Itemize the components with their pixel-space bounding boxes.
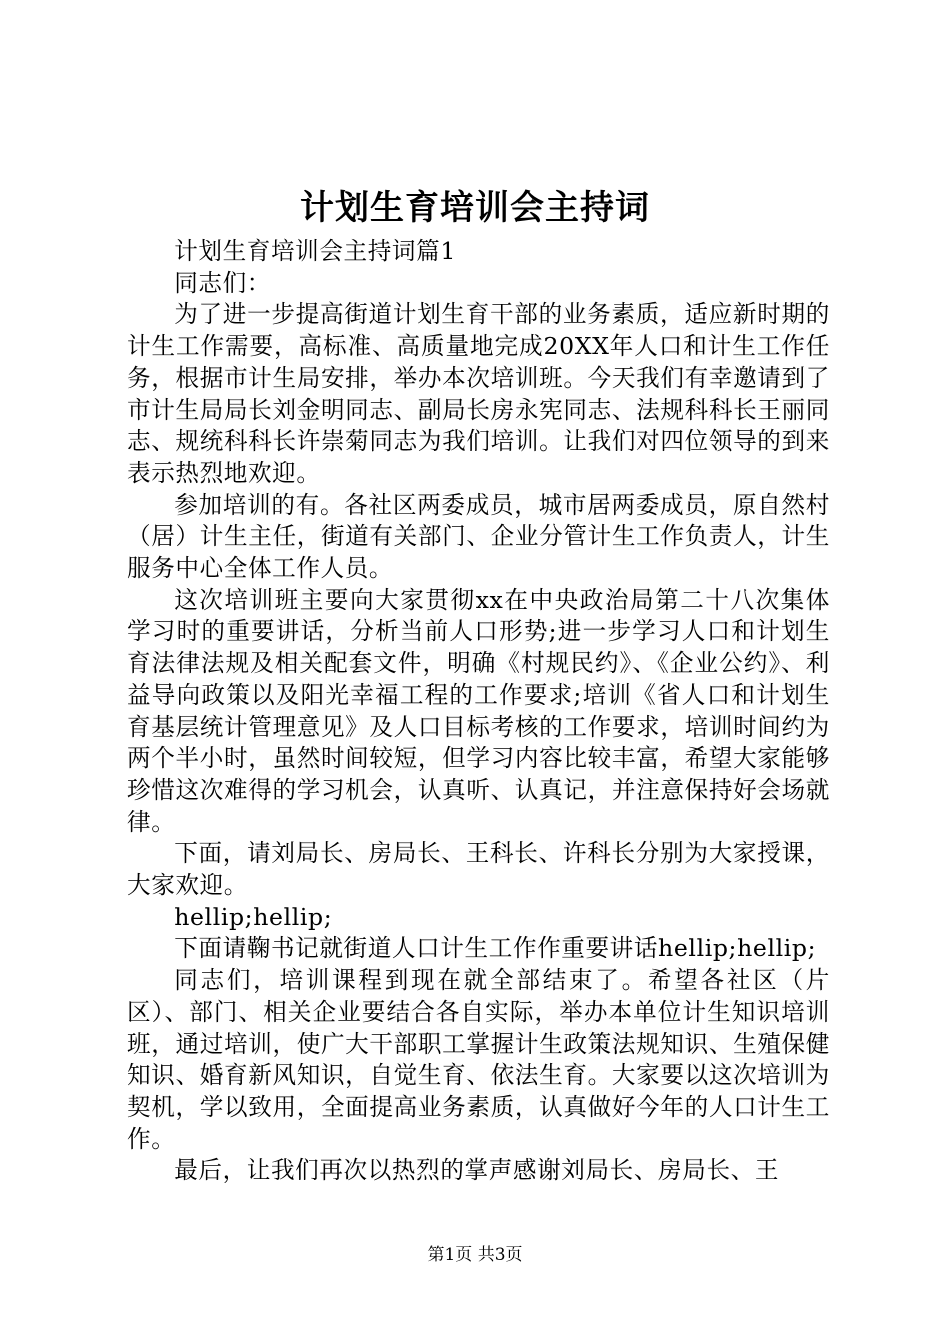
document-title: 计划生育培训会主持词	[300, 188, 650, 228]
paragraph-intro: 为了进一步提高街道计划生育干部的业务素质，适应新时期的计生工作需要，高标准、高质量地完成20XX年人口和计生工作任务，根据市计生局安排，举办本次培训班。今天我们有幸邀请到了市计生局局长刘金明同志、副局长房永宪同志、法规科科长王丽同志、规统科科长许崇菊同志为我们培训。让我们对四位领导的到来表示热烈地欢迎。	[127, 300, 830, 487]
document-body	[127, 236, 830, 1187]
paragraph-closing: 同志们，培训课程到现在就全部结束了。希望各社区（片区）、部门、相关企业要结合各自实际，举办本单位计生知识培训班，通过培训，使广大干部职工掌握计生政策法规知识、生殖保健知识、婚育新风知识，自觉生育、依法生育。大家要以这次培训为契机，学以致用，全面提高业务素质，认真做好今年的人口计生工作。	[127, 966, 830, 1153]
paragraph-participants: 参加培训的有。各社区两委成员，城市居两委成员，原自然村（居）计生主任，街道有关部门、企业分管计生工作负责人，计生服务中心全体工作人员。	[127, 490, 830, 583]
paragraph-ellipsis: hellip;hellip;	[174, 902, 333, 931]
paragraph-speech: 下面请鞠书记就街道人口计生工作作重要讲话hellip;hellip;	[174, 934, 817, 963]
page-number: 第1页 共3页	[427, 1245, 523, 1265]
paragraph-content: 这次培训班主要向大家贯彻xx在中央政治局第二十八次集体学习时的重要讲话，分析当前人口形势;进一步学习人口和计划生育法律法规及相关配套文件，明确《村规民约》、《企业公约》、利益导向政策以及阳光幸福工程的工作要求;培训《省人口和计划生育基层统计管理意见》及人口目标考核的工作要求，培训时间约为两个半小时，虽然时间较短，但学习内容比较丰富，希望大家能够珍惜这次难得的学习机会，认真听、认真记，并注意保持好会场就律。	[127, 585, 830, 836]
salutation: 同志们：	[174, 268, 271, 297]
section-heading: 计划生育培训会主持词篇1	[174, 237, 456, 265]
paragraph-final: 最后，让我们再次以热烈的掌声感谢刘局长、房局长、王	[174, 1156, 780, 1185]
paragraph-lecture: 下面，请刘局长、房局长、王科长、许科长分别为大家授课，大家欢迎。	[127, 839, 830, 900]
